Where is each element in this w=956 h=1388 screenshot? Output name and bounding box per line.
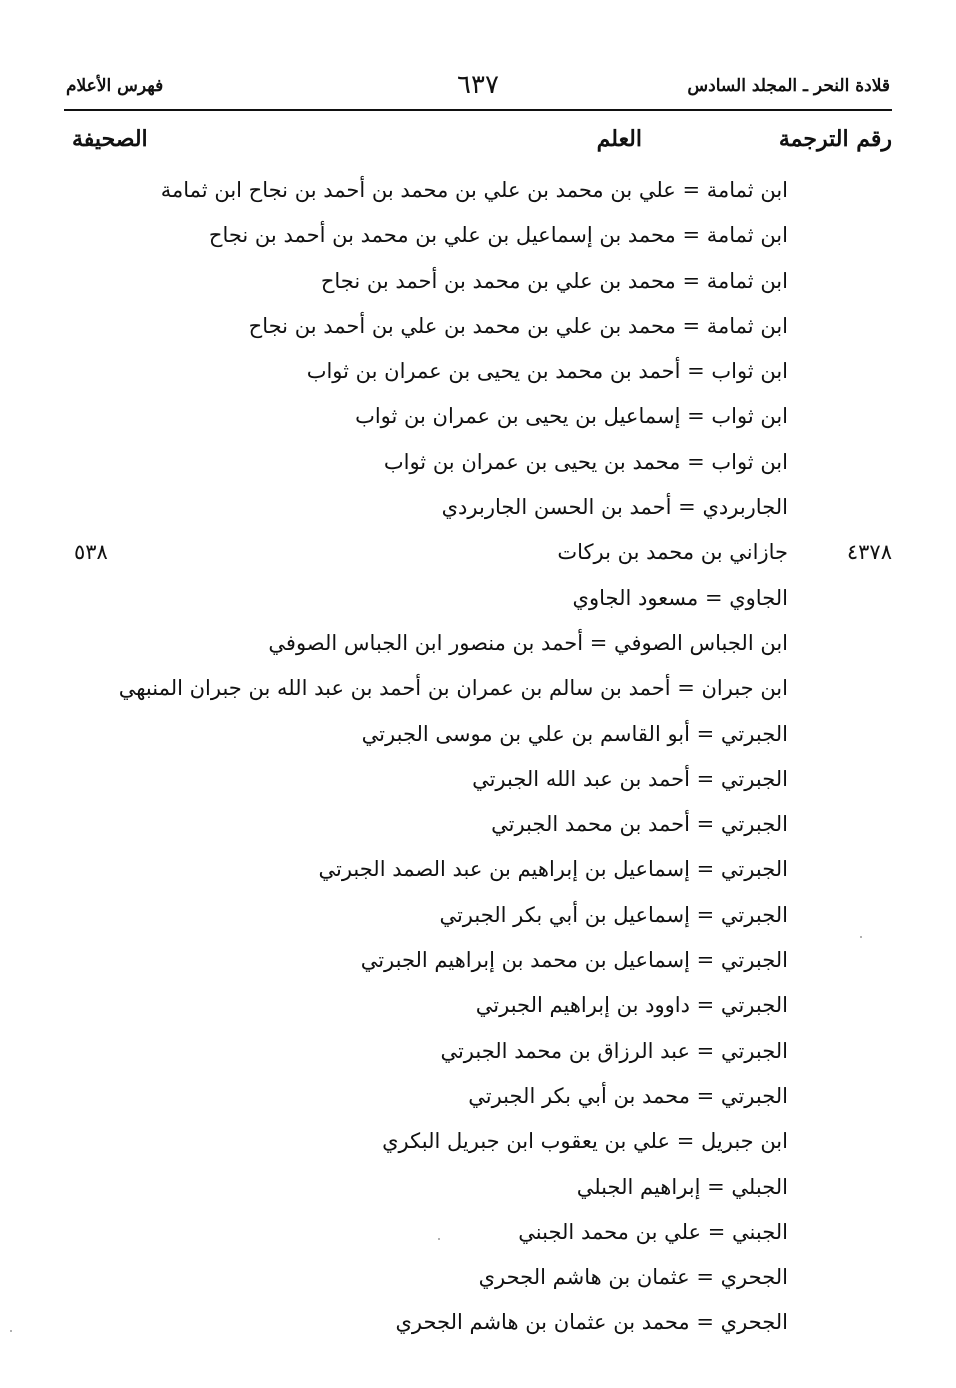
entry-text: الجحري = محمد بن عثمان بن هاشم الجحري xyxy=(395,1310,788,1335)
page-number: ٦٣٧ xyxy=(457,70,499,100)
index-entry xyxy=(66,893,892,938)
index-entry xyxy=(66,168,892,213)
scan-speck xyxy=(10,1330,12,1332)
entry-text: ابن جبريل = علي بن يعقوب ابن جبريل البكري xyxy=(382,1129,788,1154)
index-entry xyxy=(66,440,892,485)
index-entry xyxy=(66,712,892,757)
index-entry xyxy=(66,530,892,575)
column-header-name: العلم xyxy=(596,126,642,152)
index-entries xyxy=(66,168,892,1346)
entry-text: الجحري = عثمان بن هاشم الجحري xyxy=(478,1265,788,1290)
index-entry xyxy=(66,304,892,349)
entry-page: ٥٣٨ xyxy=(74,540,108,565)
index-entry xyxy=(66,394,892,439)
index-entry xyxy=(66,1300,892,1345)
entry-text: ابن الجباس الصوفي = أحمد بن منصور ابن الجباس الصوفي xyxy=(268,630,788,655)
entry-text: ابن ثمامة = محمد بن علي بن محمد بن أحمد بن نجاح xyxy=(320,268,788,293)
entry-number: ٤٣٧٨ xyxy=(846,540,892,565)
entry-text: ابن ثواب = محمد بن يحيى بن عمران بن ثواب xyxy=(383,449,788,474)
index-entry xyxy=(66,349,892,394)
index-entry xyxy=(66,757,892,802)
entry-text: الجبلي = إبراهيم الجبلي xyxy=(576,1174,788,1199)
index-entry xyxy=(66,259,892,304)
scan-speck xyxy=(438,1238,440,1240)
index-entry xyxy=(66,1119,892,1164)
index-entry xyxy=(66,666,892,711)
index-entry xyxy=(66,1074,892,1119)
index-entry xyxy=(66,1255,892,1300)
entry-text: ابن ثمامة = علي بن محمد بن علي بن محمد بن أحمد بن نجاح ابن ثمامة xyxy=(160,178,788,202)
entry-text: الجبرتي = إسماعيل بن محمد بن إبراهيم الجبرتي xyxy=(360,948,788,973)
entry-text: جازاني بن محمد بن بركات xyxy=(557,540,788,565)
index-entry xyxy=(66,938,892,983)
entry-text: الجبرتي = إسماعيل بن أبي بكر الجبرتي xyxy=(439,902,788,927)
entry-text: الجبرتي = داوود بن إبراهيم الجبرتي xyxy=(475,993,788,1018)
book-title: قلادة النحر ـ المجلد السادس xyxy=(687,76,890,96)
entry-text: ابن ثواب = إسماعيل بن يحيى بن عمران بن ثواب xyxy=(355,404,788,429)
entry-text: الجبرتي = عبد الرزاق بن محمد الجبرتي xyxy=(440,1038,788,1063)
scan-speck xyxy=(860,936,862,938)
index-entry xyxy=(66,847,892,892)
entry-text: الجاوي = مسعود الجاوي xyxy=(572,585,788,610)
index-entry xyxy=(66,1210,892,1255)
index-entry xyxy=(66,983,892,1028)
entry-text: ابن ثمامة = محمد بن إسماعيل بن علي بن محمد بن أحمد بن نجاح xyxy=(208,223,788,248)
entry-text: الجبني = علي بن محمد الجبني xyxy=(518,1219,788,1244)
column-header-entry-number: رقم الترجمة xyxy=(778,126,892,152)
entry-text: الجبرتي = إسماعيل بن إبراهيم بن عبد الصمد الجبرتي xyxy=(318,857,788,882)
entry-text: الجاربردي = أحمد بن الحسن الجاربردي xyxy=(441,495,788,520)
column-header-page: الصحيفة xyxy=(72,126,148,152)
section-title: فهرس الأعلام xyxy=(66,76,164,96)
entry-text: الجبرتي = أحمد بن محمد الجبرتي xyxy=(491,812,788,837)
index-entry xyxy=(66,213,892,258)
entry-text: ابن ثمامة = محمد بن علي بن محمد بن علي بن أحمد بن نجاح xyxy=(248,313,788,338)
index-entry xyxy=(66,1029,892,1074)
entry-text: الجبرتي = أحمد بن عبد الله الجبرتي xyxy=(472,766,788,791)
index-entry xyxy=(66,621,892,666)
entry-text: ابن ثواب = أحمد بن محمد بن يحيى بن عمران بن ثواب xyxy=(306,359,788,384)
entry-text: الجبرتي = أبو القاسم بن علي بن موسى الجبرتي xyxy=(361,721,788,746)
header-rule xyxy=(64,109,892,111)
index-entry xyxy=(66,1165,892,1210)
index-entry xyxy=(66,485,892,530)
running-head xyxy=(66,64,890,104)
entry-text: ابن جبران = أحمد بن سالم بن عمران بن أحمد بن عبد الله بن جبران المنبهي xyxy=(118,676,788,701)
entry-text: الجبرتي = محمد بن أبي بكر الجبرتي xyxy=(468,1083,788,1108)
index-entry xyxy=(66,802,892,847)
column-headers xyxy=(66,126,892,162)
index-entry xyxy=(66,576,892,621)
